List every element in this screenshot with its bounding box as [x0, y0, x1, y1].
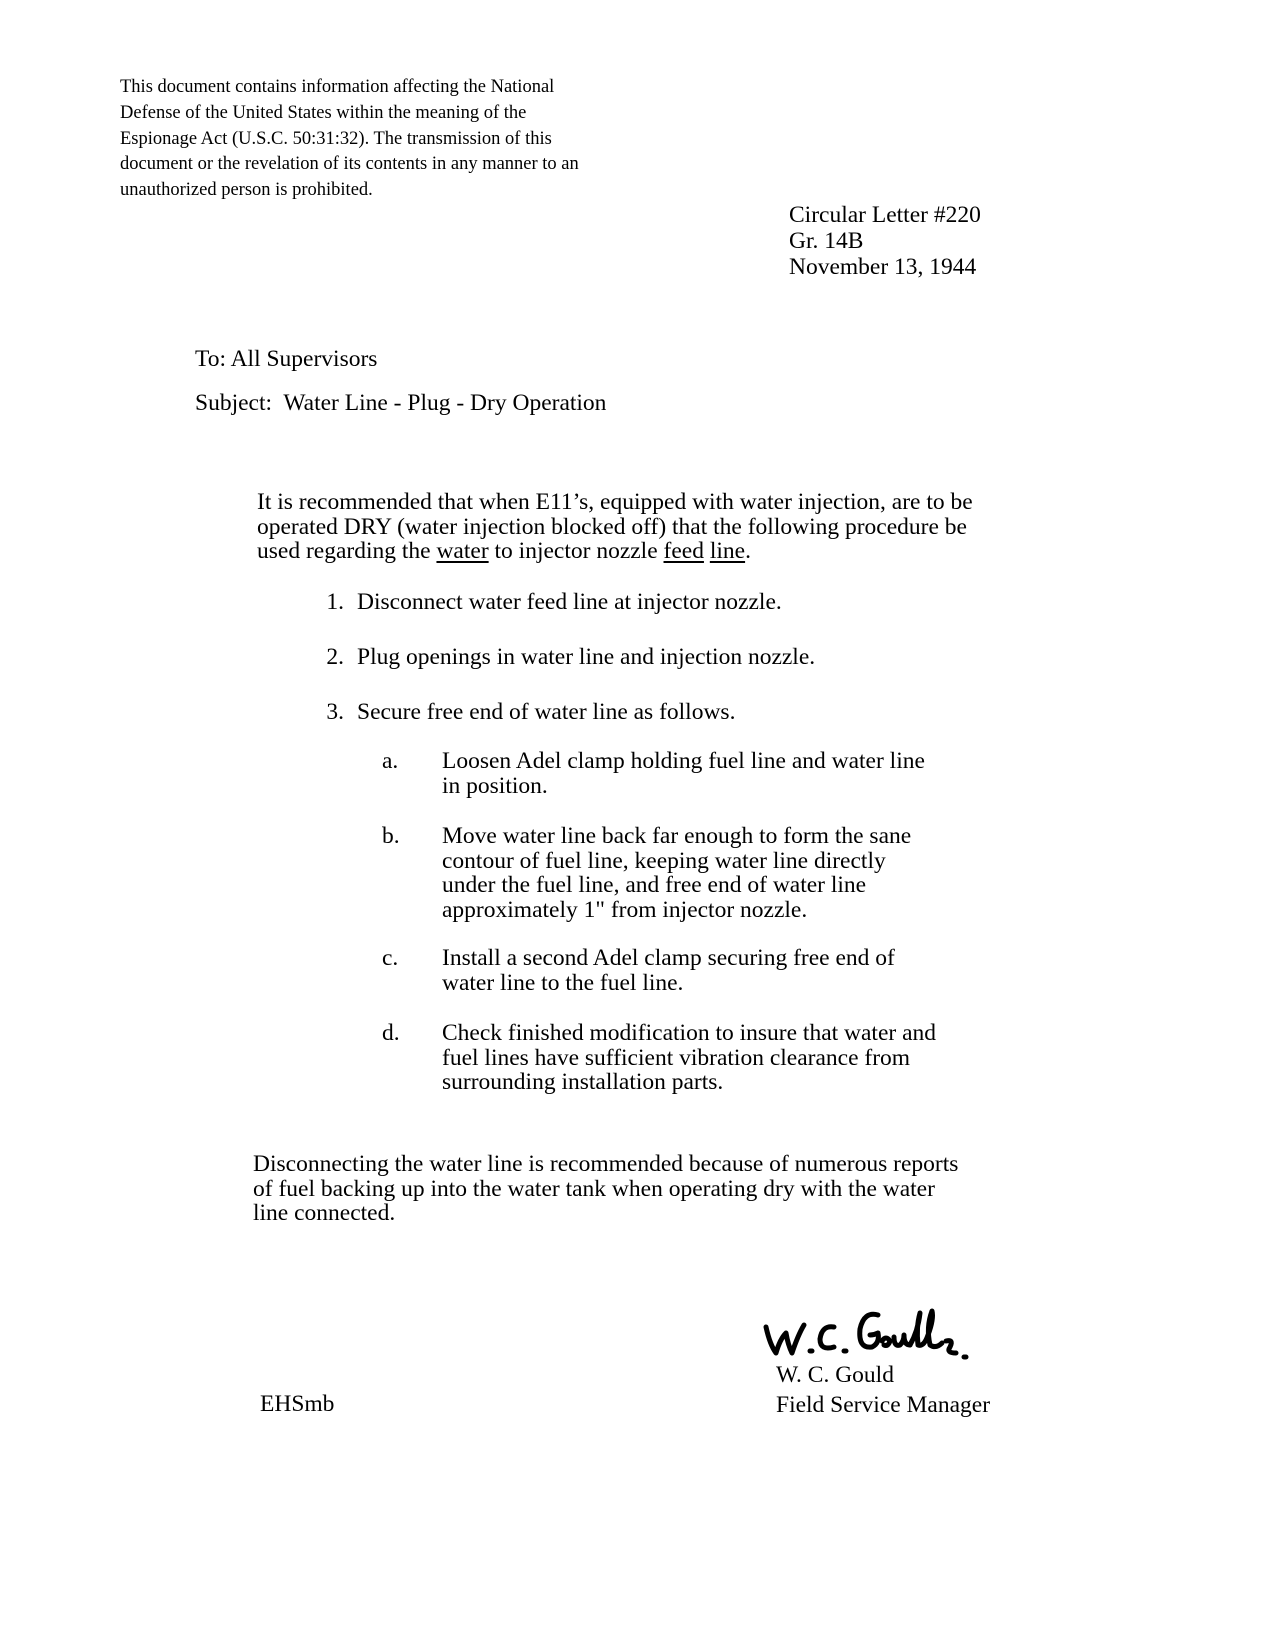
step-item [308, 644, 815, 671]
signer-name: W. C. Gould [776, 1362, 894, 1388]
substep-line: contour of fuel line, keeping water line directly [442, 847, 886, 874]
substep-line: Install a second Adel clamp securing free end of [442, 945, 895, 971]
substep-text [442, 946, 895, 995]
closing-line: Disconnecting the water line is recommended because of numerous reports [253, 1151, 959, 1177]
substep-letter: b. [382, 823, 400, 849]
subject-line: Subject: Water Line - Plug - Dry Operation [195, 390, 607, 416]
substep-letter: c. [382, 945, 399, 971]
substep-line: in position. [442, 772, 548, 799]
group-code: Gr. 14B [789, 228, 864, 254]
step-number: 1. [326, 589, 344, 615]
substep-text [442, 824, 911, 922]
reference-block [789, 202, 981, 280]
underlined-word-line: line [709, 538, 746, 564]
step-text: Plug openings in water line and injection nozzle. [357, 644, 816, 670]
security-notice [120, 75, 660, 204]
substep-line: Loosen Adel clamp holding fuel line and water line [442, 748, 925, 774]
intro-text: used regarding the [257, 538, 437, 564]
substep-letter: a. [382, 748, 399, 774]
intro-paragraph [257, 490, 973, 564]
step-text: Secure free end of water line as follows. [357, 699, 736, 725]
intro-line: operated DRY (water injection blocked off) that the following procedure be [257, 513, 967, 540]
closing-line: line connected. [253, 1200, 396, 1226]
closing-paragraph [253, 1152, 958, 1226]
signer-title: Field Service Manager [776, 1392, 991, 1418]
security-notice-line: document or the revelation of its contents in any manner to an [120, 154, 579, 175]
substep-text [442, 1021, 936, 1095]
substep-letter: d. [382, 1020, 400, 1046]
intro-line [257, 539, 973, 564]
step-number: 2. [326, 644, 344, 670]
typist-initials: EHSmb [260, 1391, 335, 1417]
substep-line: Check finished modification to insure that water and [442, 1020, 937, 1046]
intro-line: It is recommended that when E11’s, equipped with water injection, are to be [257, 489, 973, 515]
intro-text: . [745, 538, 751, 564]
substep-line: fuel lines have sufficient vibration clearance from [442, 1044, 911, 1071]
letter-date: November 13, 1944 [789, 254, 977, 280]
step-item [308, 699, 735, 726]
substep-line: under the fuel line, and free end of water line [442, 872, 867, 898]
substep-line: approximately 1" from injector nozzle. [442, 896, 808, 923]
step-number: 3. [326, 699, 344, 725]
substep-text [442, 749, 925, 798]
underlined-word-water: water [436, 538, 489, 564]
security-notice-line: Defense of the United States within the meaning of the [120, 102, 527, 123]
intro-text: to injector nozzle [488, 538, 664, 564]
step-text: Disconnect water feed line at injector nozzle. [357, 589, 782, 615]
to-line: To: All Supervisors [195, 346, 378, 372]
handwritten-signature [760, 1305, 990, 1367]
substep-line: water line to the fuel line. [442, 969, 684, 996]
security-notice-line: This document contains information affecting the National [120, 77, 555, 97]
circular-letter-number: Circular Letter #220 [789, 202, 981, 228]
signature-block [776, 1360, 990, 1420]
underlined-word-feed: feed [663, 538, 704, 564]
substep-line: surrounding installation parts. [442, 1069, 724, 1095]
substep-line: Move water line back far enough to form the sane [442, 823, 912, 849]
security-notice-line: Espionage Act (U.S.C. 50:31:32). The transmission of this [120, 128, 552, 149]
closing-line: of fuel backing up into the water tank when operating dry with the water [253, 1175, 935, 1202]
step-item [308, 589, 782, 616]
security-notice-line: unauthorized person is prohibited. [120, 180, 373, 201]
